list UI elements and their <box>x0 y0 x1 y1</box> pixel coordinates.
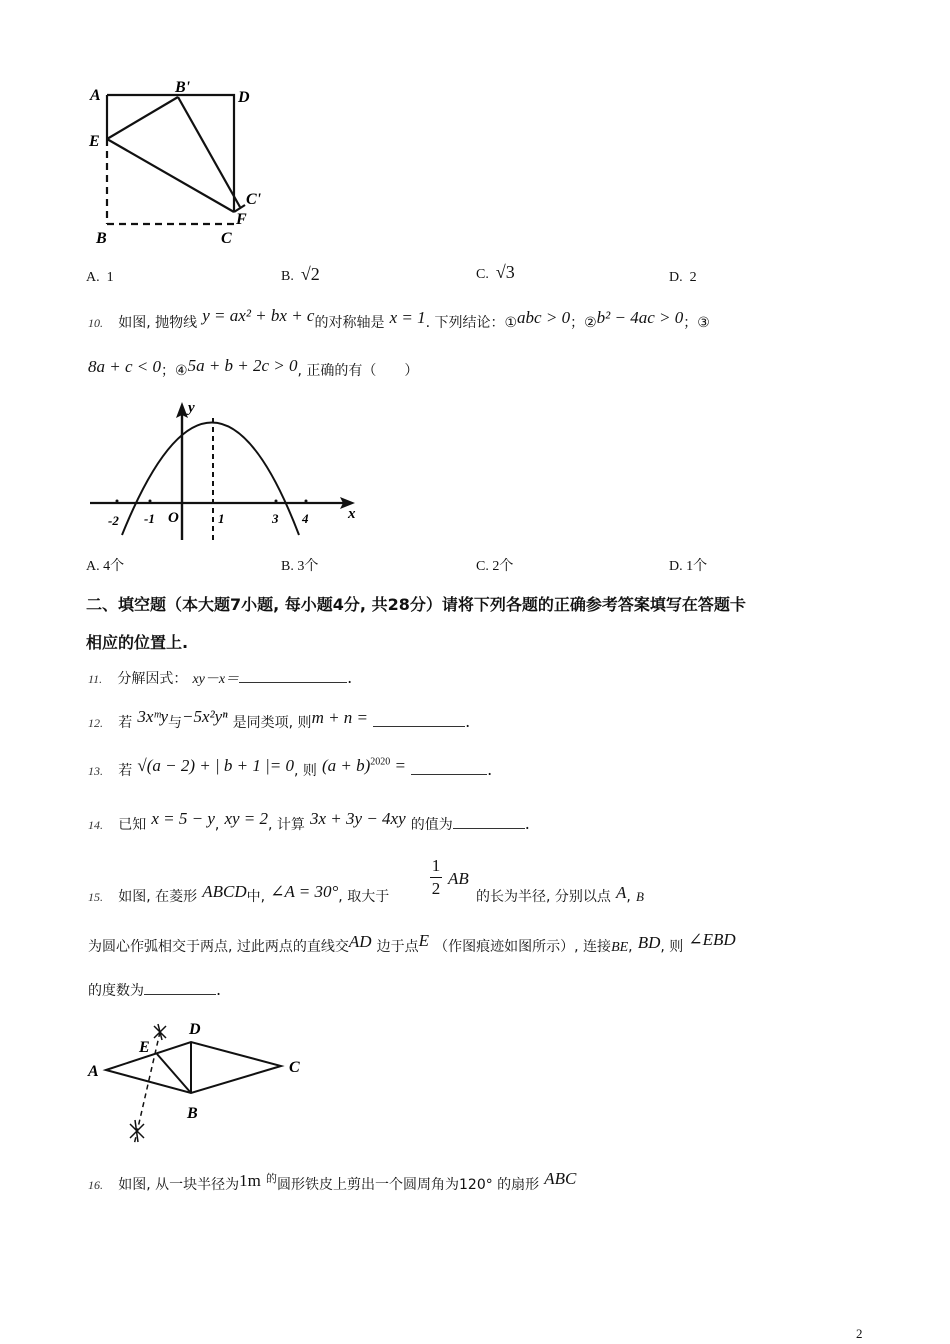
text: , 则 <box>294 763 317 779</box>
text: , <box>214 817 220 833</box>
option-letter: D. <box>669 559 683 574</box>
label-b: B <box>96 230 107 247</box>
question-number: 12. <box>88 716 103 730</box>
answer-blank[interactable] <box>144 980 216 995</box>
option-letter: B. <box>281 269 294 284</box>
expression: √(a − 2) + | b + 1 |= 0 <box>137 756 294 775</box>
text: 的 <box>266 1172 277 1185</box>
segment-ab: AB <box>448 869 469 888</box>
text: , 取大于 <box>338 889 390 905</box>
text: 的长为半径, 分别以点 <box>476 889 611 905</box>
axis-equation: x = 1 <box>389 308 426 327</box>
text: 若 <box>118 715 133 731</box>
angle-ebd: ∠EBD <box>688 930 736 949</box>
text: , 计算 <box>268 817 305 833</box>
expression: xy = 2 <box>224 809 269 828</box>
expression: 3x + 3y − 4xy <box>310 809 406 828</box>
option-letter: C. <box>476 267 489 282</box>
option-letter: D. <box>669 270 683 285</box>
tick-label-neg2: -2 <box>108 513 119 528</box>
option-letter: B. <box>281 559 294 574</box>
section-heading: 二、填空题（本大题7小题, 每小题4分, 共28分）请将下列各题的正确参考答案填写在答题卡 <box>86 595 746 614</box>
conclusion-1: abc > 0 <box>517 308 571 327</box>
fraction-half <box>430 856 442 899</box>
q15-line1 <box>88 882 390 906</box>
option-value: 2个 <box>492 559 514 574</box>
rhombus-abcd <box>106 1042 281 1093</box>
fold-line-eb <box>107 97 178 139</box>
fold-line-ef <box>107 139 234 212</box>
answer-blank[interactable] <box>239 668 347 683</box>
segment-be: BE <box>611 940 629 955</box>
answer-blank[interactable] <box>411 760 487 775</box>
expression: x = 5 − y <box>151 809 215 828</box>
text: 的度数为 <box>88 983 144 999</box>
text: , <box>626 889 631 905</box>
page-number: 2 <box>856 1326 863 1341</box>
text: 与 <box>168 715 183 731</box>
tick-label-3: 3 <box>272 511 279 526</box>
text: , 则 <box>660 939 684 955</box>
expression <box>322 756 406 775</box>
question-number: 16. <box>88 1178 103 1192</box>
text: , <box>628 939 633 955</box>
conclusion-4: 5a + b + 2c > 0 <box>187 356 298 375</box>
q14 <box>88 809 530 834</box>
numerator: 1 <box>431 856 441 875</box>
q11 <box>88 668 352 688</box>
radius-value: 1m <box>239 1171 261 1190</box>
sector-abc: ABC <box>544 1169 577 1188</box>
q13 <box>88 756 493 780</box>
text: 如图, 在菱形 <box>118 889 198 905</box>
period: . <box>216 980 222 999</box>
expression: ABCD <box>202 882 247 901</box>
arc-mark-bottom <box>130 1120 144 1142</box>
label-f: F <box>236 211 247 228</box>
x-label: x <box>348 506 356 522</box>
period: . <box>465 712 471 731</box>
q9-option-c[interactable] <box>476 262 515 283</box>
base: (a + b) <box>322 756 371 775</box>
text: 的值为 <box>410 817 453 833</box>
text: 边于点 <box>376 939 419 955</box>
conclusion-3: 8a + c < 0 <box>88 357 161 376</box>
exponent: 2020 <box>370 756 391 768</box>
q9-option-a[interactable] <box>86 270 114 286</box>
period: . <box>487 760 493 779</box>
point-b: B <box>635 889 644 904</box>
option-letter: A. <box>86 559 100 574</box>
answer-blank[interactable] <box>373 712 465 727</box>
q10-option-c[interactable] <box>476 555 513 575</box>
fold-line-bc <box>178 97 240 207</box>
label-c: C <box>221 230 232 247</box>
text: 的对称轴是 <box>314 315 385 331</box>
text: 若 <box>118 763 133 779</box>
point-a: A <box>616 883 627 902</box>
text: 分解因式： <box>117 671 188 687</box>
option-value: 3个 <box>297 559 319 574</box>
text: 为圆心作弧相交于两点, 过此两点的直线交 <box>88 939 349 955</box>
rhombus-figure <box>80 1010 330 1150</box>
parabola-equation: y = ax² + bx + c <box>202 306 315 325</box>
option-value: 1 <box>106 270 114 285</box>
equals: = <box>390 756 407 775</box>
q16 <box>88 1169 577 1194</box>
label-a: A <box>90 87 101 104</box>
expression: 3xᵐy <box>137 707 169 726</box>
expression: xy－x＝ <box>192 672 240 687</box>
tick-label-1: 1 <box>218 511 225 526</box>
text: ；② <box>570 315 597 331</box>
denominator: 2 <box>431 879 441 898</box>
q10-option-d[interactable] <box>669 555 707 575</box>
label-a: A <box>88 1063 99 1080</box>
question-number: 13. <box>88 764 103 778</box>
fraction-bar <box>430 877 442 878</box>
tick-label-neg1: -1 <box>144 511 155 526</box>
q9-option-d[interactable] <box>669 270 697 286</box>
text: 如图, 抛物线 <box>118 315 198 331</box>
square-fold-figure <box>80 70 280 250</box>
option-value: 2 <box>689 270 697 285</box>
expression: m + n = <box>311 708 369 727</box>
option-value: √2 <box>300 264 320 284</box>
q10-option-a[interactable] <box>86 555 124 575</box>
expression: ∠A = 30° <box>270 882 339 901</box>
question-number: 11. <box>88 672 103 686</box>
label-c: C <box>289 1059 300 1076</box>
question-number: 15. <box>88 890 103 904</box>
segment-ad: AD <box>348 932 372 951</box>
q9-option-b[interactable] <box>281 264 320 285</box>
segment-bd: BD <box>637 933 661 952</box>
q15-line2 <box>88 930 736 956</box>
text: 已知 <box>118 817 147 833</box>
label-e: E <box>89 133 100 150</box>
label-c-prime: C' <box>246 191 262 208</box>
label-b-prime: B' <box>175 79 191 96</box>
text: 是同类项, 则 <box>232 715 312 731</box>
parabola-graph <box>80 390 380 550</box>
label-e: E <box>139 1039 150 1056</box>
text: , 正确的有（ ） <box>297 363 419 379</box>
arc-mark-top <box>154 1024 166 1040</box>
square-top-right-edges <box>107 95 234 212</box>
segment-be <box>157 1054 191 1093</box>
text: 圆形铁皮上剪出一个圆周角为120° 的扇形 <box>277 1177 540 1193</box>
text: ；④ <box>161 363 188 379</box>
conclusion-2: b² − 4ac > 0 <box>596 308 684 327</box>
text: . 下列结论：① <box>425 315 518 331</box>
point-e: E <box>418 931 430 950</box>
text: 如图, 从一块半径为 <box>118 1177 240 1193</box>
q10-option-b[interactable] <box>281 555 318 575</box>
period: . <box>347 668 353 687</box>
option-letter: C. <box>476 559 489 574</box>
q12 <box>88 707 471 732</box>
period: . <box>524 814 530 833</box>
tick-label-4: 4 <box>302 511 309 526</box>
option-value: √3 <box>495 262 515 282</box>
section-heading-cont: 相应的位置上. <box>86 633 189 652</box>
option-value: 1个 <box>686 559 708 574</box>
text: （作图痕迹如图所示）, 连接 <box>434 939 612 955</box>
q15-line1-tail <box>476 883 644 906</box>
label-b: B <box>187 1105 198 1122</box>
option-letter: A. <box>86 270 100 285</box>
y-label: y <box>188 400 195 416</box>
q10-line2 <box>88 356 419 380</box>
text: ；③ <box>683 315 710 331</box>
label-d: D <box>189 1021 201 1038</box>
question-number: 14. <box>88 818 103 832</box>
q15-line3 <box>88 980 221 1000</box>
option-value: 4个 <box>103 559 125 574</box>
expression: −5x²yⁿ <box>182 707 228 726</box>
q10-line1 <box>88 306 710 332</box>
text: 中, <box>246 889 266 905</box>
question-number: 10. <box>88 316 103 330</box>
origin-label: O <box>168 510 179 526</box>
label-d: D <box>238 89 250 106</box>
answer-blank[interactable] <box>453 814 525 829</box>
